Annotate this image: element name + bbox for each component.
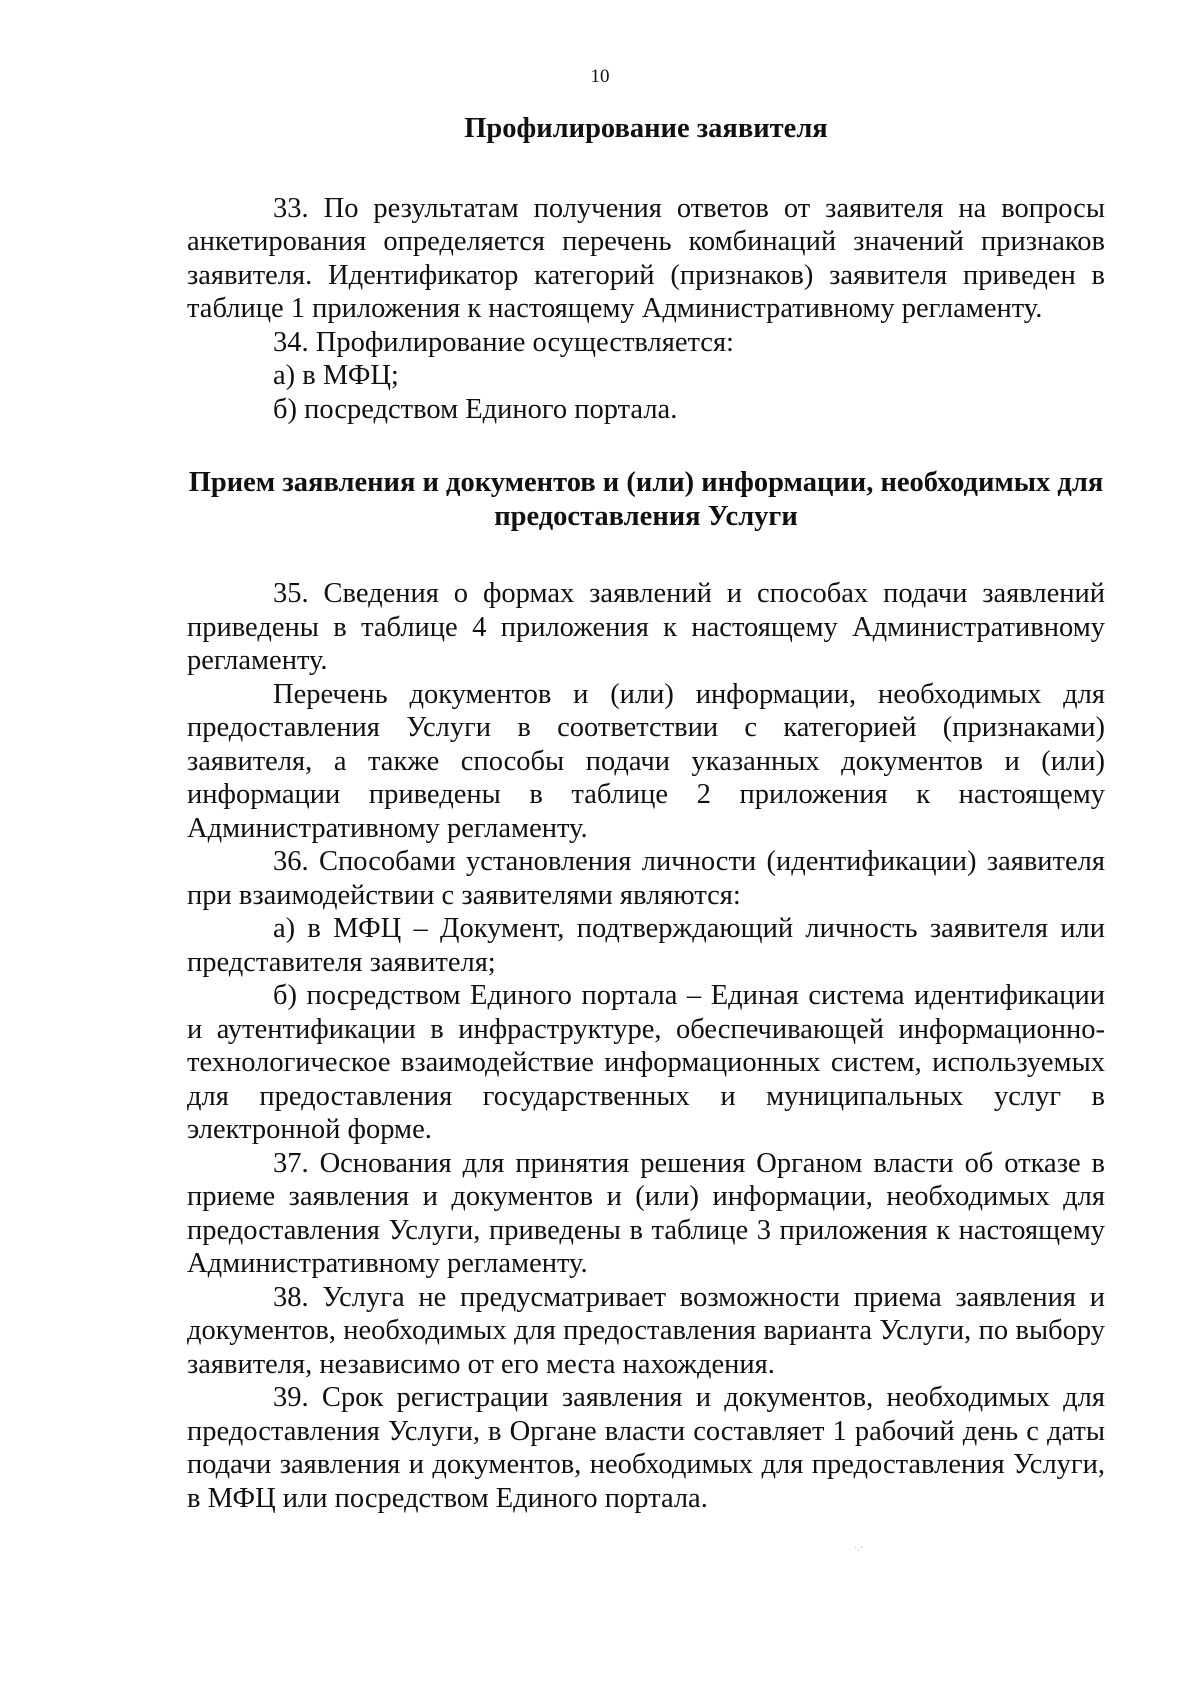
paragraph-37: 37. Основания для принятия решения Органом власти об отказе в приеме заявления и документов и (или) информации, необходимых для предоставления Услуги, приведены в таблице 3 приложения к настоящему Административному регламенту. xyxy=(187,1147,1105,1279)
paragraph-34-a: а) в МФЦ; xyxy=(273,360,399,391)
scan-artifact: ·.· xyxy=(854,1543,864,1554)
paragraph-34: 34. Профилирование осуществляется: xyxy=(273,326,734,358)
paragraph-36-a: а) в МФЦ – Документ, подтверждающий личность заявителя или представителя заявителя; xyxy=(187,913,1105,978)
paragraph-34-b: б) посредством Единого портала. xyxy=(273,393,678,425)
section-heading-profiling: Профилирование заявителя xyxy=(464,113,828,144)
paragraph-35-documents-list: Перечень документов и (или) информации, необходимых для предоставления Услуги в соответствии с категорией (признаками) заявителя, а также способы подачи указанных документов и (или) информации приведены в таблице 2 приложения к настоящему Административному регламенту. xyxy=(187,678,1105,844)
paragraph-35: 35. Сведения о формах заявлений и способах подачи заявлений приведены в таблице 4 приложения к настоящему Административному регламенту. xyxy=(187,578,1105,676)
section-heading-application-intake: Прием заявления и документов и (или) информации, необходимых для предоставления Услуги xyxy=(188,467,1104,532)
paragraph-33: 33. По результатам получения ответов от заявителя на вопросы анкетирования определяется перечень комбинаций значений признаков заявителя. Идентификатор категорий (признаков) заявителя приведен в таблице 1 приложения к настоящему Административному регламенту. xyxy=(187,192,1105,324)
page-number: 10 xyxy=(590,66,610,87)
document-body xyxy=(187,112,1105,1515)
paragraph-38: 38. Услуга не предусматривает возможности приема заявления и документов, необходимых для предоставления варианта Услуги, по выбору заявителя, независимо от его места нахождения. xyxy=(187,1281,1105,1380)
paragraph-36: 36. Способами установления личности (идентификации) заявителя при взаимодействии с заявителями являются: xyxy=(187,846,1105,911)
paragraph-36-b: б) посредством Единого портала – Единая система идентификации и аутентификации в инфраструктуре, обеспечивающей информационно-технологическое взаимодействие информационных систем, используемых для предоставления государственных и муниципальных услуг в электронной форме. xyxy=(187,980,1105,1145)
paragraph-39: 39. Срок регистрации заявления и документов, необходимых для предоставления Услуги, в Органе власти составляет 1 рабочий день с даты подачи заявления и документов, необходимых для предоставления Услуги, в МФЦ или посредством Единого портала. xyxy=(187,1382,1105,1514)
